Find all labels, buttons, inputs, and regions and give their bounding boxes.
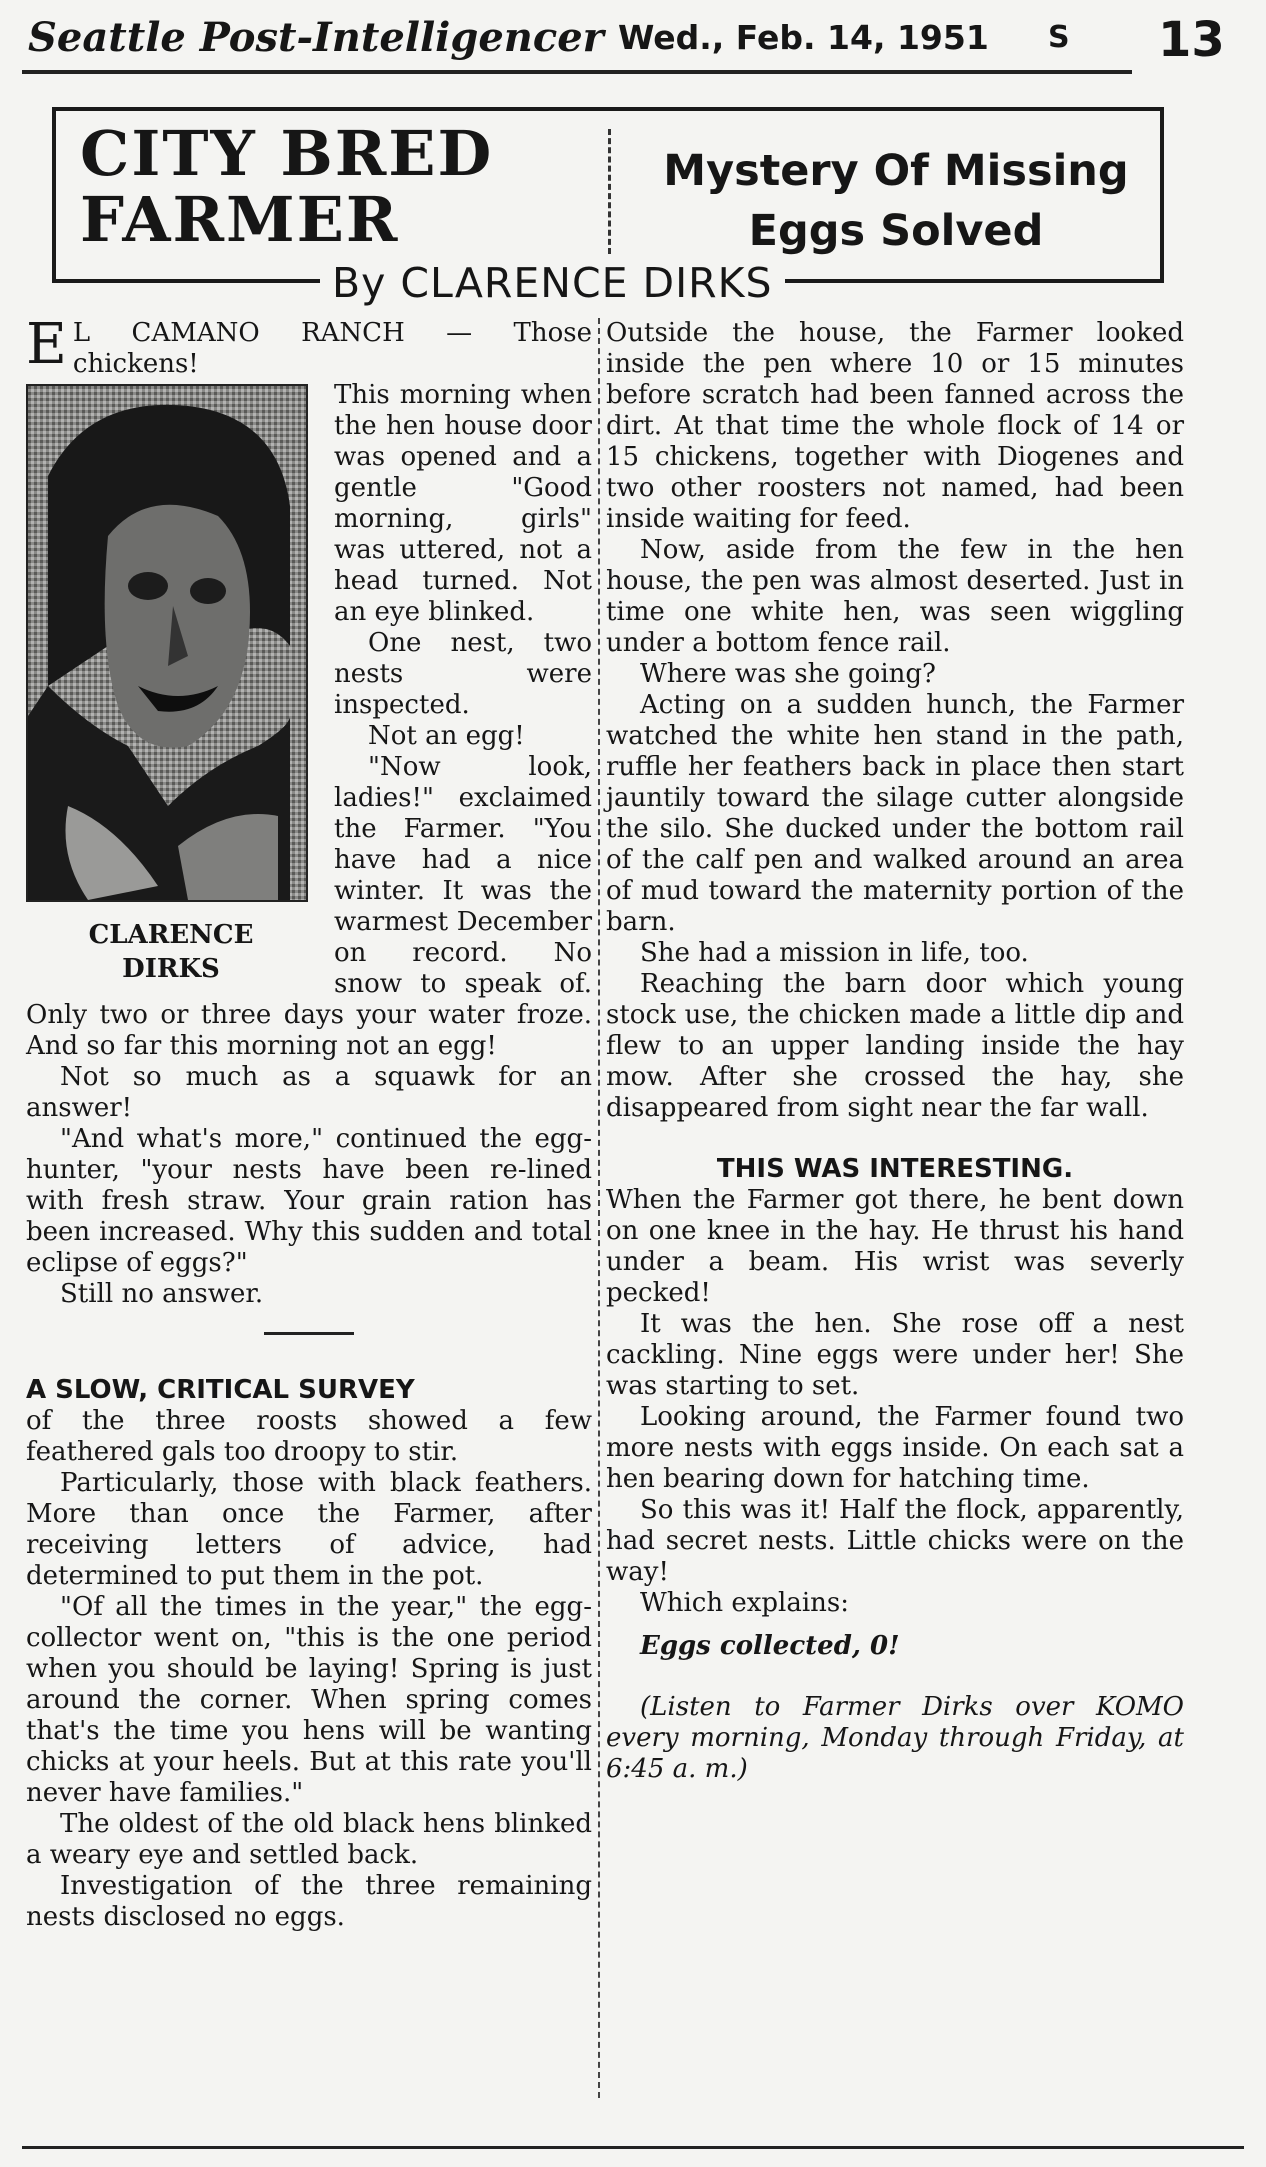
- paragraph: Not an egg!: [368, 721, 525, 751]
- paragraph: Which explains:: [640, 1588, 850, 1618]
- photo-caption-line1: CLARENCE: [88, 920, 254, 950]
- headline: [646, 141, 1146, 261]
- column-title-line2: FARMER: [80, 183, 400, 256]
- page-number: 13: [1158, 12, 1225, 68]
- paragraph: Still no answer.: [60, 1279, 264, 1309]
- paragraph: "Of all the times in the year," the egg-collector went on, "this is the one period when you should be laying! Spring is just around the corner. When spring comes that's the time you hens will be wanting chicks at your heels. But at this rate you'll never have families.": [26, 1592, 592, 1808]
- article-right-column: [606, 318, 1184, 1785]
- article-left-column: [26, 312, 592, 1933]
- masthead-rule: [22, 70, 1132, 74]
- paragraph: Reaching the barn door which young stock use, the chicken made a little dip and flew to an upper landing inside the hay mow. After she crossed the hay, she disappeared from sight near the far wall.: [606, 969, 1184, 1123]
- paragraph: of the three roosts showed a few feathered gals too droopy to stir.: [26, 1406, 592, 1467]
- photo-caption-line2: DIRKS: [122, 954, 220, 984]
- section-rule: [264, 1332, 354, 1335]
- lead-text: L CAMANO RANCH — Those chickens!: [72, 318, 592, 379]
- author-photo-block: [26, 384, 316, 986]
- paragraph: "Now look, ladies!" exclaimed the Farmer. "You have had a nice winter. It was the warmest December on record. No snow to speak of. Only two or three days your water froze. And so far this morning not an egg!: [26, 752, 592, 1061]
- subhead: A SLOW, CRITICAL SURVEY: [26, 1375, 415, 1405]
- paragraph: Where was she going?: [640, 659, 936, 689]
- photo-caption: [26, 918, 316, 986]
- masthead: [28, 8, 1238, 78]
- paragraph: Not so much as a squawk for an answer!: [26, 1062, 592, 1123]
- paragraph: Particularly, those with black feathers. More than once the Farmer, after receiving letters of advice, had determined to put them in the pot.: [26, 1468, 592, 1591]
- column-divider: [598, 318, 600, 2098]
- paragraph: "And what's more," continued the egg-hunter, "your nests have been re-lined with fresh straw. Your grain ration has been increased. Why this sudden and total eclipse of eggs?": [26, 1124, 592, 1278]
- byline: By CLARENCE DIRKS: [320, 259, 785, 307]
- column-title-line1: CITY BRED: [80, 117, 494, 190]
- author-photo: [26, 384, 308, 902]
- subhead: THIS WAS INTERESTING.: [716, 1154, 1074, 1184]
- sign-off: Eggs collected, 0!: [640, 1631, 900, 1661]
- newspaper-name: Seattle Post-Intelligencer: [28, 14, 604, 61]
- paragraph: When the Farmer got there, he bent down on one knee in the hay. He thrust his hand under a beam. His wrist was severly pecked!: [606, 1185, 1184, 1308]
- headline-box: [52, 107, 1164, 283]
- paragraph: One nest, two nests were inspected.: [334, 628, 592, 720]
- radio-promo: (Listen to Farmer Dirks over KOMO every morning, Monday through Friday, at 6:45 a. m.): [606, 1692, 1184, 1784]
- dropcap: E: [26, 312, 67, 377]
- article-lead: [26, 312, 592, 380]
- paragraph: She had a mission in life, too.: [640, 938, 1029, 968]
- paragraph: The oldest of the old black hens blinked a weary eye and settled back.: [26, 1809, 592, 1870]
- bottom-rule: [22, 2146, 1244, 2149]
- column-title: [80, 117, 600, 256]
- paragraph: This morning when the hen house door was opened and a gentle "Good morning, girls" was uttered, not a head turned. Not an eye blinked.: [334, 380, 592, 627]
- paragraph: Acting on a sudden hunch, the Farmer watched the white hen stand in the path, ruffle her feathers back in place then start jauntily toward the silage cutter alongside the silo. She ducked under the bottom rail of the calf pen and walked around an area of mud toward the maternity portion of the barn.: [606, 690, 1184, 937]
- headline-divider: [608, 129, 611, 254]
- paragraph: Investigation of the three remaining nests disclosed no eggs.: [26, 1871, 592, 1932]
- paragraph: So this was it! Half the flock, apparently, had secret nests. Little chicks were on the way!: [606, 1495, 1184, 1587]
- edition-mark: S: [1048, 20, 1070, 55]
- publication-date: Wed., Feb. 14, 1951: [618, 18, 989, 57]
- paragraph: It was the hen. She rose off a nest cackling. Nine eggs were under her! She was starting to set.: [606, 1309, 1184, 1401]
- paragraph: Looking around, the Farmer found two more nests with eggs inside. On each sat a hen bearing down for hatching time.: [606, 1402, 1184, 1494]
- headline-line1: Mystery Of Missing: [663, 146, 1129, 196]
- headline-line2: Eggs Solved: [748, 206, 1044, 256]
- paragraph: Now, aside from the few in the hen house, the pen was almost deserted. Just in time one white hen, was seen wiggling under a bottom fence rail.: [606, 535, 1184, 658]
- paragraph: Outside the house, the Farmer looked inside the pen where 10 or 15 minutes before scratch had been fanned across the dirt. At that time the whole flock of 14 or 15 chickens, together with Diogenes and two other roosters not named, had been inside waiting for feed.: [606, 318, 1184, 534]
